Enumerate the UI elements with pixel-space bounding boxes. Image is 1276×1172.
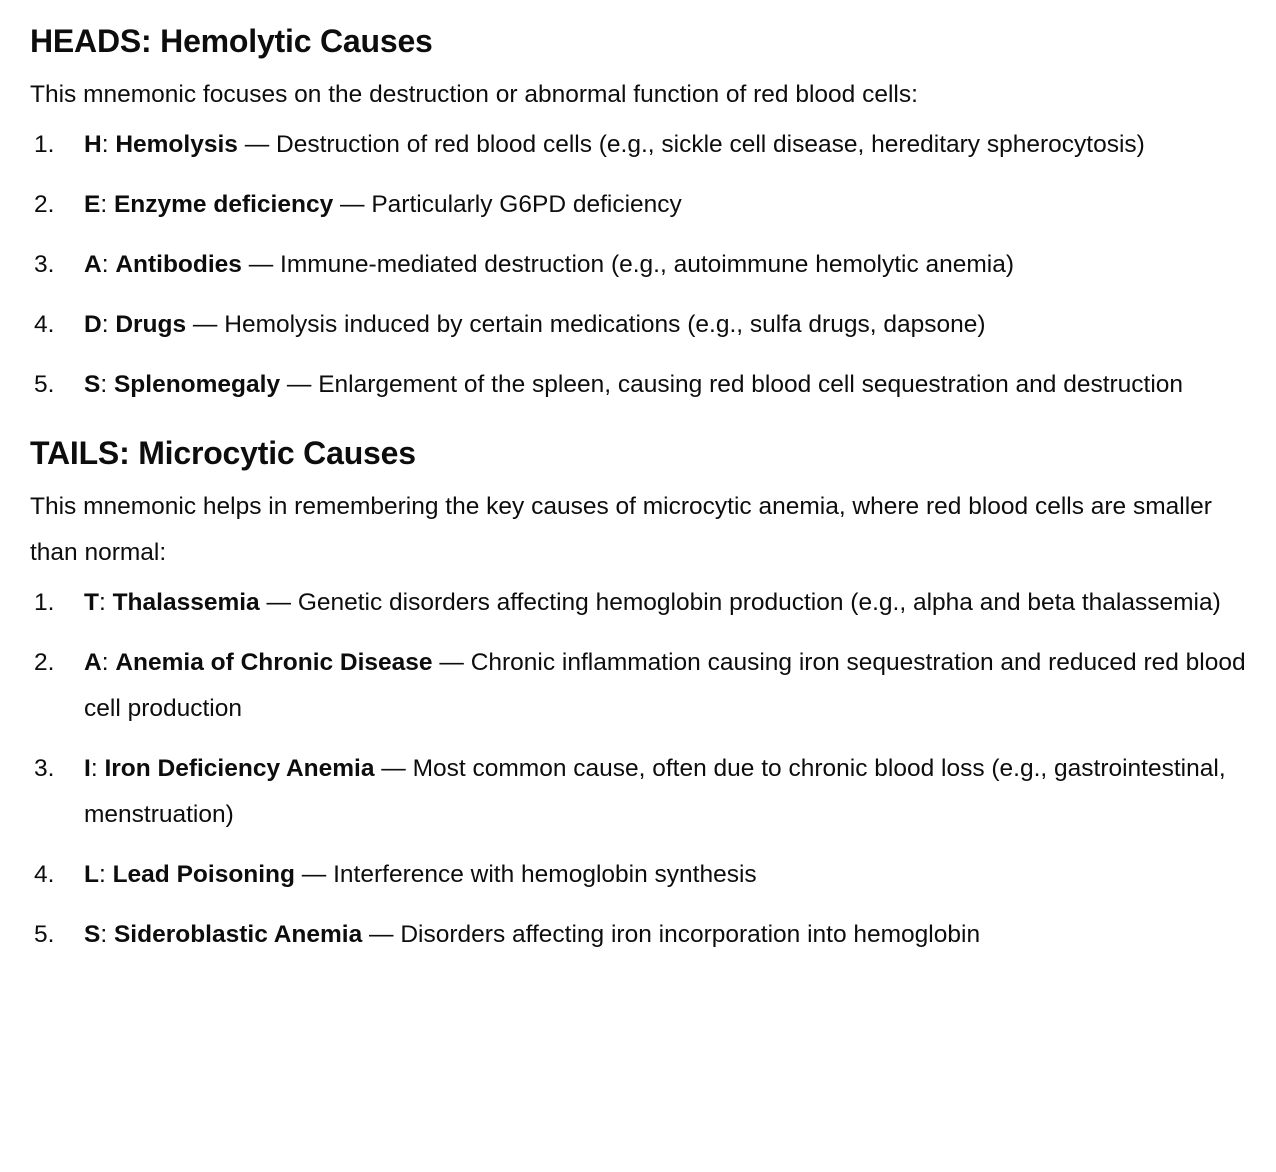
item-term: Thalassemia bbox=[112, 589, 260, 616]
item-letter: S bbox=[84, 921, 101, 948]
item-letter: D bbox=[84, 311, 102, 338]
item-letter: H bbox=[84, 131, 102, 158]
item-number: 2. bbox=[34, 191, 55, 218]
item-description: Destruction of red blood cells (e.g., sickle cell disease, hereditary spherocytosis) bbox=[276, 131, 1145, 158]
list-item: 3. A: Antibodies — Immune-mediated destruction (e.g., autoimmune hemolytic anemia) bbox=[30, 242, 1246, 288]
item-description: Most common cause, often due to chronic blood loss (e.g., gastrointestinal, menstruation) bbox=[84, 755, 1226, 828]
list-item: 3. I: Iron Deficiency Anemia — Most common cause, often due to chronic blood loss (e.g., gastrointestinal, menstruation) bbox=[30, 746, 1246, 838]
list-item: 1. T: Thalassemia — Genetic disorders affecting hemoglobin production (e.g., alpha and beta thalassemia) bbox=[30, 580, 1246, 626]
list-item: 4. D: Drugs — Hemolysis induced by certain medications (e.g., sulfa drugs, dapsone) bbox=[30, 302, 1246, 348]
item-letter: A bbox=[84, 649, 102, 676]
item-number: 1. bbox=[34, 589, 55, 616]
list-item: 1. H: Hemolysis — Destruction of red blood cells (e.g., sickle cell disease, hereditary spherocytosis) bbox=[30, 122, 1246, 168]
item-description: Immune-mediated destruction (e.g., autoimmune hemolytic anemia) bbox=[280, 251, 1015, 278]
item-description: Chronic inflammation causing iron sequestration and reduced red blood cell production bbox=[84, 649, 1246, 722]
item-description: Particularly G6PD deficiency bbox=[371, 191, 682, 218]
item-letter: L bbox=[84, 861, 99, 888]
item-number: 5. bbox=[34, 371, 55, 398]
item-term: Splenomegaly bbox=[113, 371, 281, 398]
tails-section bbox=[30, 426, 1246, 958]
list-item: 5. S: Splenomegaly — Enlargement of the spleen, causing red blood cell sequestration and destruction bbox=[30, 362, 1246, 408]
item-term: Antibodies bbox=[115, 251, 242, 278]
item-letter: A bbox=[84, 251, 102, 278]
item-term: Lead Poisoning bbox=[112, 861, 295, 888]
section-intro: This mnemonic helps in remembering the key causes of microcytic anemia, where red blood cells are smaller than normal: bbox=[30, 493, 1212, 566]
section-heading: TAILS: Microcytic Causes bbox=[30, 435, 416, 471]
item-term: Enzyme deficiency bbox=[113, 191, 334, 218]
section-heading: HEADS: Hemolytic Causes bbox=[30, 23, 433, 59]
item-number: 4. bbox=[34, 861, 55, 888]
list-item: 4. L: Lead Poisoning — Interference with hemoglobin synthesis bbox=[30, 852, 1246, 898]
item-term: Drugs bbox=[115, 311, 187, 338]
list-item: 5. S: Sideroblastic Anemia — Disorders affecting iron incorporation into hemoglobin bbox=[30, 912, 1246, 958]
item-letter: S bbox=[84, 371, 101, 398]
item-description: Enlargement of the spleen, causing red blood cell sequestration and destruction bbox=[318, 371, 1184, 398]
item-number: 2. bbox=[34, 649, 55, 676]
item-number: 3. bbox=[34, 755, 55, 782]
heads-section bbox=[30, 14, 1246, 408]
item-number: 4. bbox=[34, 311, 55, 338]
item-description: Hemolysis induced by certain medications (e.g., sulfa drugs, dapsone) bbox=[224, 311, 986, 338]
mnemonic-list bbox=[30, 580, 1246, 958]
list-item: 2. A: Anemia of Chronic Disease — Chronic inflammation causing iron sequestration and reduced red blood cell production bbox=[30, 640, 1246, 732]
item-description: Interference with hemoglobin synthesis bbox=[333, 861, 757, 888]
item-letter: I bbox=[84, 755, 91, 782]
item-number: 3. bbox=[34, 251, 55, 278]
item-letter: T bbox=[84, 589, 99, 616]
item-letter: E bbox=[84, 191, 101, 218]
mnemonic-list bbox=[30, 122, 1246, 408]
item-term: Hemolysis bbox=[115, 131, 238, 158]
item-description: Disorders affecting iron incorporation into hemoglobin bbox=[400, 921, 981, 948]
item-term: Anemia of Chronic Disease bbox=[115, 649, 433, 676]
item-number: 1. bbox=[34, 131, 55, 158]
section-intro: This mnemonic focuses on the destruction or abnormal function of red blood cells: bbox=[30, 81, 918, 108]
item-term: Sideroblastic Anemia bbox=[113, 921, 363, 948]
list-item: 2. E: Enzyme deficiency — Particularly G6PD deficiency bbox=[30, 182, 1246, 228]
item-description: Genetic disorders affecting hemoglobin production (e.g., alpha and beta thalassemia) bbox=[297, 589, 1221, 616]
item-number: 5. bbox=[34, 921, 55, 948]
item-term: Iron Deficiency Anemia bbox=[104, 755, 375, 782]
